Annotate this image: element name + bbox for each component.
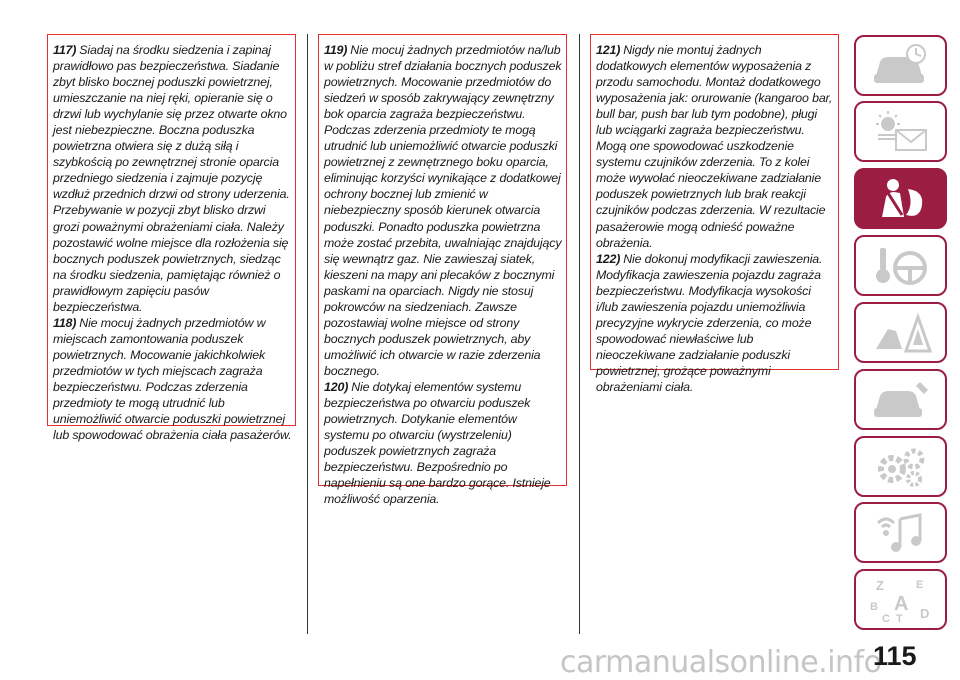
note-number: 117) [53,43,77,57]
note-118 [53,315,292,443]
key-steering-wheel-icon [866,242,936,290]
index-letter: B [869,600,878,613]
chapter-tab-dashboard[interactable] [854,35,947,96]
index-letter: C [881,612,890,624]
multimedia-icon [866,509,936,557]
index-letter: A [893,592,908,615]
note-text: Nie mocuj żadnych przedmiotów na/lub w pobliżu stref działania bocznych poduszek powietrznych. Mocowanie przedmiotów do siedzeń w sposób zakrywający zewnętrzny bok oparcia zagraża bezpieczeństwu. Podczas zderzenia przedmioty te mogą utrudnić lub uniemożliwić otwarcie poduszki powietrznej z zewnętrznego boku oparcia, eliminując korzyści wynikające z dodatkowej ochrony bocznej lub zmienić w niebezpieczny sposób kierunek otwarcia poduszki. Ponadto poduszka powietrzna może zostać przebita, uwalniając znajdujący się wewnątrz gaz. Nie zawieszaj siatek, kieszeni na mapy ani plecaków z bocznymi paskami na oparciach. Nigdy nie stosuj pokrowców na siedzeniach. Zawsze pozostawiaj wolne miejsce od strony bocznych poduszek powietrznych, aby umożliwić ich otwarcie w razie zderzenia bocznego. [324,43,562,378]
index-letter: T [895,612,903,624]
warning-notes-column-1 [47,34,296,443]
note-number: 118) [53,315,77,330]
breakdown-warning-icon [866,309,936,357]
note-text: Nie mocuj żadnych przedmiotów w miejscach zamontowania poduszek powietrznych. Mocowanie jakichkolwiek przedmiotów w tych miejscach zagraża bezpieczeństwu. Podczas zderzenia przedmioty te mogą utrudnić lub uniemożliwić otwarcie poduszki powietrznej lub spowodować obrażenia ciała pasażerów. [53,315,292,443]
chapter-tab-multimedia[interactable] [854,502,947,563]
note-120 [324,379,563,507]
chapter-tab-emergency[interactable] [854,302,947,363]
note-text: Nie dokonuj modyfikacji zawieszenia. Modyfikacja zawieszenia pojazdu zagraża bezpieczeństwu. Modyfikacja wysokości i/lub zawieszenia pojazdu uniemożliwia precyzyjne wykrycie zderzenia, co może spowodować niewłaściwe lub nieoczekiwane zadziałanie poduszki powietrznej, grożące poważnymi obrażeniami ciała. [596,251,823,394]
note-number: 119) [324,43,348,57]
note-text: Nie dotykaj elementów systemu bezpieczeństwa po otwarciu poduszek powietrznych. Dotykanie elementów systemu po otwarciu (wystrzeleniu) poduszek powietrznych zagraża bezpieczeństwu. Bezpośrednio po napełnieniu są one bardzo gorące. Istnieje możliwość oparzenia. [324,379,551,507]
watermark: carmanualsonline.info [560,645,882,680]
index-letter: Z [875,577,884,593]
note-number: 122) [596,251,621,266]
note-number: 121) [596,43,621,57]
warning-notes-column-3 [590,34,839,394]
column-divider [307,34,308,634]
maintenance-gears-icon [866,443,936,491]
page-number: 115 [873,641,917,671]
note-117 [53,42,292,315]
maintenance-car-icon [866,376,936,424]
alphabetical-index-icon [866,576,936,624]
chapter-tab-index[interactable] [854,569,947,630]
note-text: Siadaj na środku siedzenia i zapinaj prawidłowo pas bezpieczeństwa. Siadanie zbyt blisko bocznej poduszki powietrznej, umieszczanie na niej ręki, opieranie się o drzwi lub wychylanie się przez otwarte okno jest niebezpieczne. Boczna poduszka powietrzna otwiera się z dużą siłą i szybkością po zewnętrznej stronie oparcia przedniego siedzenia i zajmuje pozycję wzdłuż przednich drzwi od strony uderzenia. Przebywanie w pozycji zbyt blisko drzwi grozi poważnymi obrażeniami ciała. Należy pozostawić wolne miejsce dla rozłożenia się bocznych poduszek powietrznych, siedząc na środku siedzenia, pamiętając również o prawidłowym zapięciu pasów bezpieczeństwa. [53,43,290,314]
warning-notes-column-2 [318,34,567,507]
index-letter: D [919,605,929,621]
chapter-tab-maintenance[interactable] [854,369,947,430]
car-dashboard-icon [866,42,936,90]
seatbelt-airbag-icon [866,175,936,223]
chapter-tab-technical-data[interactable] [854,436,947,497]
warning-lights-icon [866,108,936,156]
chapter-tab-starting-driving[interactable] [854,235,947,296]
column-divider [579,34,580,634]
index-letter: E [915,578,923,591]
note-number: 120) [324,379,349,394]
chapter-tab-warning-lights[interactable] [854,101,947,162]
note-121 [596,42,835,251]
note-122 [596,251,835,395]
chapter-tab-safety[interactable] [854,168,947,229]
note-text: Nigdy nie montuj żadnych dodatkowych elementów wyposażenia z przodu samochodu. Montaż dodatkowego wyposażenia jak: orurowanie (kangaroo bar, bull bar, push bar lub tym podobne), pługi lub wciągarki zagraża bezpieczeństwu. Mogą one spowodować uszkodzenie systemu czujników zderzenia. To z kolei może wywołać nieoczekiwane zadziałanie poduszek powietrznych lub brak reakcji czujników podczas zderzenia. W rezultacie pasażerowie mogą odnieść poważne obrażenia. [596,43,833,250]
note-119 [324,42,563,379]
